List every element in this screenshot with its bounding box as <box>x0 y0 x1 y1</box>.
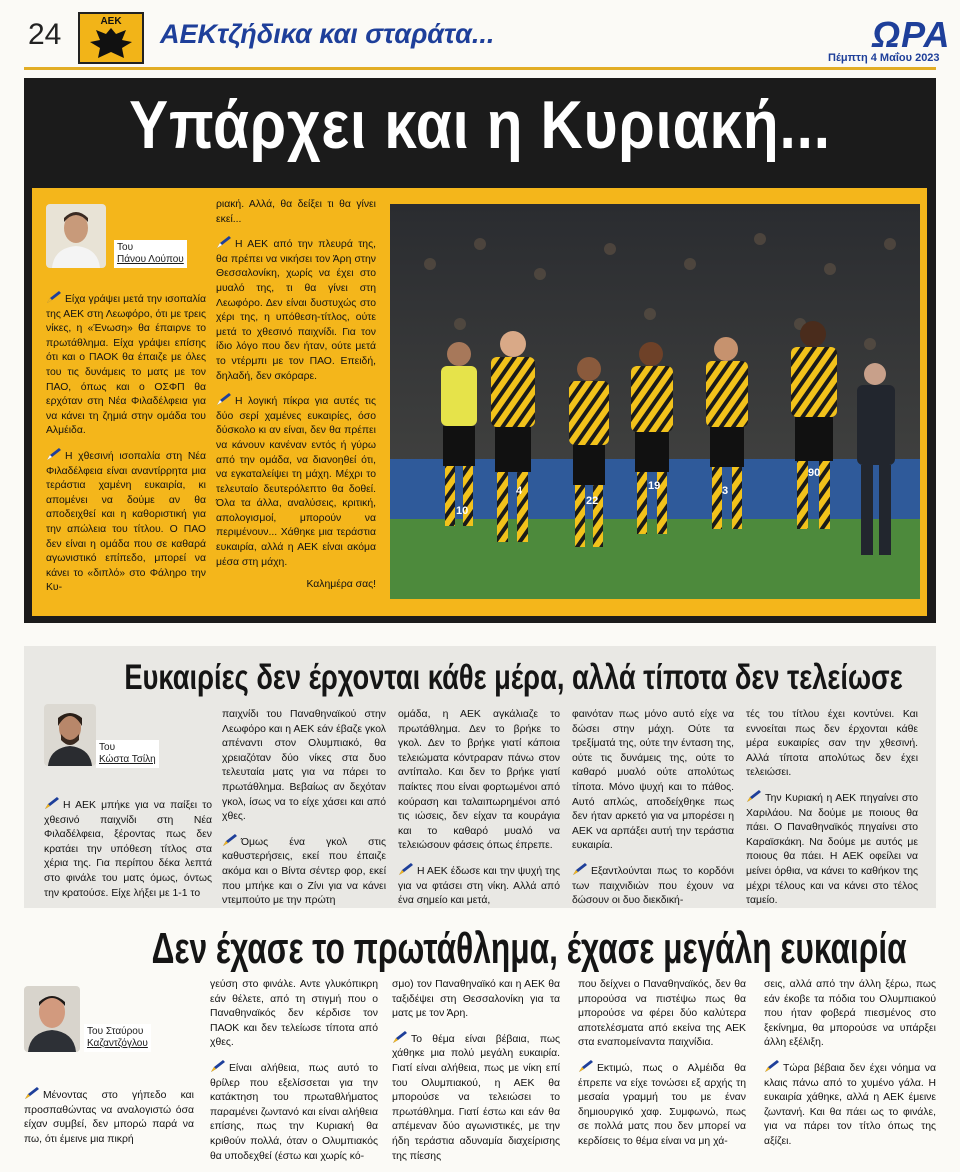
paragraph: Η ΑΕΚ μπήκε για να παίξει το χθεσινό παιχνίδι στη Νέα Φιλαδέλφεια, ξέροντας πως δεν κρατάει την υπόθεση τίτλος στα χέρια της. Για περίπου δέκα λεπτά στο φινάλε του ματς όμως, όντως την κρατούσε. Είχε λήξει με 1-1 το <box>44 796 212 901</box>
author-photo <box>44 704 96 766</box>
second-column-5 <box>746 708 918 917</box>
pen-icon <box>46 447 62 461</box>
author-byline <box>44 704 204 772</box>
byline-prefix: Του <box>99 742 116 753</box>
paragraph: που δείχνει ο Παναθηναϊκός, δεν θα μπορούσα να πιστέψω πως θα μπορούσε να φέρει δύο καλύτερα αποτελέσματα από εκείνα της ΑΕΚ στα εναπομείναντα παιχνίδια. <box>578 979 746 1049</box>
paragraph: Το θέμα είναι βέβαια, πως χάθηκε μια πολύ μεγάλη ευκαιρία. Γιατί είναι αλήθεια, πως με νίκη επί του Ολυμπιακού, η ΑΕΚ θα μπορούσε να τελειώσει το πρωτάθλημα. Γιατί έστω και εάν θα απέμεναν δύο αγωνιστικές, με την ήδη τεράστια αδυναμία διαχείρισης της πίεσης <box>392 1030 560 1164</box>
section-title: ΑΕΚτζήδικα και σταράτα... <box>160 19 495 49</box>
team-photo <box>390 204 920 599</box>
paragraph: Όμως ένα γκολ στις καθυστερήσεις, εκεί που έπαιζε ακόμα και ο Βίντα σέντερ φορ, εκεί που μπήκε και ο Ζίνι για να κάνει ντεμπούτο με την πρώτη <box>222 833 386 909</box>
signoff: Καλημέρα σας! <box>306 579 376 591</box>
pen-icon <box>746 789 762 803</box>
author-credit <box>114 240 187 268</box>
paragraph: παιχνίδι του Παναθηναϊκού στην Λεωφόρο και η ΑΕΚ εάν έβαζε γκολ απέναντι στον Ολυμπιακό, θα χρειαζόταν δύο νίκες στα δυο τελευταία ματς για να πάρει το πρωτάθλημα. Βεβαίως αν δεχόταν γκολ, ίσως να το είχε χάσει και από χθες. <box>222 709 386 823</box>
player-number: 3 <box>722 485 729 497</box>
third-column-1 <box>24 1086 194 1155</box>
paragraph: Εκτιμώ, πως ο Αλμέιδα θα έπρεπε να είχε τονώσει εξ αρχής τη μεσαία γραμμή του με έναν δημιουργικό χαφ. Συμφωνώ, πως σε πολλά ματς που δεν μπορεί να κερδίσεις το θέμα είναι να μη χά- <box>578 1059 746 1150</box>
second-column-4 <box>572 708 734 917</box>
pen-icon <box>398 862 414 876</box>
pen-icon <box>44 796 60 810</box>
publication-date: Πέμπτη 4 Μαΐου 2023 <box>828 52 940 64</box>
paragraph: Τώρα βέβαια δεν έχει νόημα να κλαις πάνω από το χυμένο γάλα. Η ευκαιρία χάθηκε, αλλά η ΑΕΚ έμεινε ζωντανή. Και θα πάει ως το φινάλε, για να πάρει τον τίτλο όπως της αξίζει. <box>764 1059 936 1150</box>
player-number: 90 <box>808 467 821 479</box>
aek-logo <box>78 12 144 64</box>
author-byline <box>24 986 194 1056</box>
pen-icon <box>216 235 232 249</box>
player-number: 19 <box>648 480 661 492</box>
lead-column-1 <box>46 290 206 604</box>
author-name: Κώστα Τσίλη <box>99 754 156 765</box>
pen-icon <box>216 392 232 406</box>
author-credit <box>84 1024 151 1052</box>
lead-article-panel <box>32 188 927 616</box>
third-headline: Δεν έχασε το πρωτάθλημα, έχασε μεγάλη ευκαιρία <box>151 924 907 973</box>
pen-icon <box>764 1059 780 1073</box>
paragraph: Η λογική πίκρα για αυτές τις δύο σερί χαμένες ευκαιρίες, όσο δύσκολο κι αν είναι, δεν θα πρέπει να κάνουν κανέναν εντός ή γύρω από την ομάδα, να διανοηθεί ότι, να εγκαταλείψει τη μάχη. Μέχρι το τελευταίο δευτερόλεπτο θα δοθεί. Όλα τα άλλα, αναλύσεις, κριτική, απολογισμοί, μπορούν να περιμένουν... Χάθηκε μια τεράστια ευκαιρία, αλλά η ΑΕΚ είναι ακόμα μέσα στη μάχη. <box>216 392 376 570</box>
lead-column-2 <box>216 198 376 601</box>
paragraph: φαινόταν πως μόνο αυτό είχε να δώσει στην μάχη. Ούτε τα τρεξίματά της, ούτε την ένταση της, ούτε τις δυνάμεις της, ούτε το καθαρό μυαλό ούτε απολύτως τίποτα. Μόνο ψυχή και το πάθος. Αυτό απλώς, αποδείχθηκε πως δεν ήταν αρκετό για να μπορέσει η ΑΕΚ να αρπάξει αυτή την τεράστια ευκαιρία. <box>572 709 734 852</box>
paragraph: ομάδα, η ΑΕΚ αγκάλιαζε το πρωτάθλημα. Δεν το βρήκε το γκολ. Δεν το βρήκε γιατί κάποια τελειώματα κόντραραν πάνω στον αντίπαλο. Και δεν το βρήκε γιατί παίκτες που είναι φορτωμένοι από κούραση και ταλαιπωρημένοι από τις ιώσεις, δεν είχαν τα κουράγια και το καθαρό μυαλό να τελειώσουν φάσεις όπως έπρεπε. <box>398 709 560 852</box>
paragraph: Είχα γράψει μετά την ισοπαλία της ΑΕΚ στη Λεωφόρο, ότι με τρεις νίκες, η «Ένωση» θα έπαιρνε το πρωτάθλημα. Είχα γράψει επίσης ότι και ο ΠΑΟΚ θα έπαιζε με όλες του τις δυνάμεις το ματς με τον ΠΑΟ, όπως και ο ΟΣΦΠ θα ερχόταν στη Νέα Φιλαδέλφεια για να κάνει τη ζημιά στην ομάδα του Αλμέιδα. <box>46 290 206 439</box>
author-photo <box>24 986 80 1052</box>
pen-icon <box>578 1059 594 1073</box>
paragraph: Η χθεσινή ισοπαλία στη Νέα Φιλαδέλφεια είναι αναντίρρητα μια τεράστια χαμένη ευκαιρία, κι απομένει να δούμε αν θα αποδειχθεί και η καθοριστική για την απώλεια του τίτλου. Ο ΠΑΟ δεν είναι η ομάδα που σε καθαρά αγωνιστικό επίπεδο, μπορεί να κάνει το «διπλό» στο Φάληρο την Κυ- <box>46 447 206 596</box>
paragraph: σμο) τον Παναθηναϊκό και η ΑΕΚ θα ταξιδέψει στη Θεσσαλονίκη για τα ματς με τον Άρη. <box>392 979 560 1020</box>
lead-article <box>24 78 936 623</box>
byline-prefix: Του <box>117 242 134 253</box>
pen-icon <box>222 833 238 847</box>
pen-icon <box>210 1059 226 1073</box>
page-number: 24 <box>28 18 62 51</box>
third-column-4 <box>578 978 746 1158</box>
logo-text: ΑΕΚ <box>100 16 122 27</box>
second-column-2 <box>222 708 386 917</box>
paragraph: Την Κυριακή η ΑΕΚ πηγαίνει στο Χαριλάου. Να δούμε με ποιους θα πάει. Ο Παναθηναϊκός πηγαίνει στο Καραϊσκάκη. Να δούμε με αυτός με ποιους θα πάει. Η ΑΕΚ οφείλει να μείνει όρθια, να κάνει το καθήκον της μέχρι τέλους και να κάνει στο τέλος ταμείο. <box>746 789 918 909</box>
paragraph: ριακή. Αλλά, θα δείξει τι θα γίνει εκεί... <box>216 199 376 225</box>
third-column-5 <box>764 978 936 1158</box>
author-credit <box>96 740 159 768</box>
paragraph: Είναι αλήθεια, πως αυτό το θρίλερ που εξελίσσεται για την κατάκτηση του πρωταθλήματος παραμένει ζωντανό και είναι αλήθεια επίσης, πως την Κυριακή θα κριθούν πολλά, όταν ο Ολυμπιακός θα υποδεχθεί (έστω και χωρίς κό- <box>210 1059 378 1164</box>
player-number: 22 <box>586 495 599 507</box>
paragraph: Εξαντλούνται πως το κορδόνι των παιχνιδιών που έχουν να δώσουν οι δυο διεκδική- <box>572 862 734 909</box>
pen-icon <box>392 1030 408 1044</box>
third-column-2 <box>210 978 378 1172</box>
player-number: 4 <box>516 485 523 497</box>
player-number: 10 <box>456 505 469 517</box>
paragraph: σεις, αλλά από την άλλη ξέρω, πως εάν έκοβε τα πόδια του Ολυμπιακού που ήταν φοβερά πιεσμένος στο ξεκίνημα, θα μπορούσε να υπάρξει άλλη εξέλιξη. <box>764 979 936 1049</box>
second-column-1 <box>44 796 212 909</box>
pen-icon <box>24 1086 40 1100</box>
author-byline <box>46 204 196 274</box>
author-photo <box>46 204 106 268</box>
pen-icon <box>572 862 588 876</box>
second-headline: Ευκαιρίες δεν έρχονται κάθε μέρα, αλλά τίποτα δεν τελείωσε <box>124 658 903 697</box>
paragraph: Μένοντας στο γήπεδο και προσπαθώντας να αναλογιστώ όσα είχαν συμβεί, δεν μπορώ παρά να πω, ότι έμεινε μια πικρή <box>24 1086 194 1147</box>
author-name: Καζαντζόγλου <box>87 1038 148 1049</box>
paragraph: τές του τίτλου έχει κοντύνει. Και εννοείται πως δεν έρχονται κάθε μέρα ευκαιρίες σαν την χθεσινή. Αλλά τίποτα απολύτως δεν έχει τελειώσει. <box>746 709 918 779</box>
header-rule <box>24 67 936 70</box>
publication-logo: ΩΡΑ <box>872 14 951 55</box>
byline-prefix: Του Σταύρου <box>87 1026 144 1037</box>
second-article <box>24 646 936 908</box>
third-column-3 <box>392 978 560 1172</box>
lead-headline: Υπάρχει και η Κυριακή... <box>129 87 831 163</box>
paragraph: γεύση στο φινάλε. Αντε γλυκόπικρη εάν θέλετε, από τη στιγμή που ο Παναθηναϊκός δεν κέρδισε τον ΠΑΟΚ και δεν τελείωσε τίποτα από χθες. <box>210 979 378 1049</box>
second-column-3 <box>398 708 560 917</box>
pen-icon <box>46 290 62 304</box>
author-name: Πάνου Λούπου <box>117 254 184 265</box>
paragraph: Η ΑΕΚ έδωσε και την ψυχή της για να φτάσει στη νίκη. Αλλά από ένα σημείο και μετά, <box>398 862 560 909</box>
paragraph: Η ΑΕΚ από την πλευρά της, θα πρέπει να νικήσει τον Άρη στην Θεσσαλονίκη, χωρίς να έχει στο μυαλό της, τι θα γίνει στη Λεωφόρο. Δεν είναι δυστυχώς στο χέρι της, η υπόθεση-τίτλος, ούτε μετά το χθεσινό παιχνίδι. Για τον ίδιο λόγο που δεν ήταν, ούτε μετά το ντέρμπι με τον ΠΑΟ. Επειδή, δηλαδή, δεν σκόραρε. <box>216 235 376 384</box>
